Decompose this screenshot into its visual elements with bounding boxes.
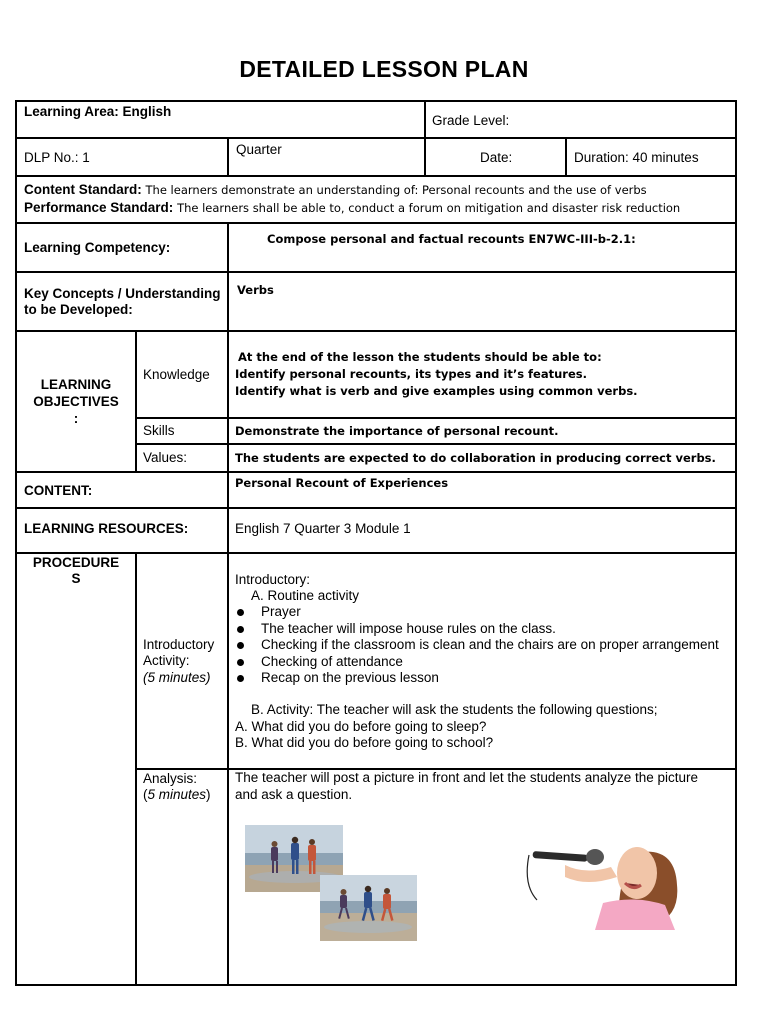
analysis-paren-open: ( [143, 787, 148, 802]
key-concepts-value: Verbs [237, 283, 274, 297]
intro-activity: B. Activity: The teacher will ask the students the following questions; [251, 702, 658, 717]
analysis-label-1: Analysis: [143, 771, 198, 786]
content-standard-text: The learners demonstrate an understanding of: Personal recounts and the use of verbs [145, 183, 647, 197]
knowledge-label: Knowledge [143, 367, 210, 382]
performance-standard-label: Performance Standard: [24, 200, 174, 215]
list-item: Prayer [235, 604, 719, 621]
question-a: A. What did you do before going to sleep? [235, 719, 487, 734]
objectives-label-2: OBJECTIVES [33, 394, 119, 409]
analysis-text-1: The teacher will post a picture in front and let the students analyze the picture [235, 770, 699, 785]
values-value: The students are expected to do collaboration in producing correct verbs. [235, 451, 716, 465]
values-label: Values: [143, 450, 188, 465]
key-concepts-label-2: to be Developed: [24, 302, 133, 317]
intro-label-1: Introductory [143, 637, 215, 652]
intro-label-2: Activity: [143, 653, 190, 668]
intro-label-3: (5 minutes) [143, 670, 211, 685]
analysis-label-2 [143, 787, 211, 804]
knowledge-line-2: Identify personal recounts, its types and it’s features. [235, 367, 587, 381]
competency-label: Learning Competency: [24, 240, 171, 255]
skills-value: Demonstrate the importance of personal recount. [235, 424, 559, 438]
skills-label: Skills [143, 423, 175, 438]
content-standard-label: Content Standard: [24, 182, 142, 197]
key-concepts-label-1: Key Concepts / Understanding [24, 286, 221, 301]
grade-level: Grade Level: [432, 113, 510, 128]
competency-value: Compose personal and factual recounts EN7WC-III-b-2.1: [267, 232, 636, 246]
content-value: Personal Recount of Experiences [235, 476, 449, 490]
intro-routine: A. Routine activity [251, 588, 360, 603]
content-standard [24, 182, 647, 199]
performance-standard [24, 200, 680, 217]
learning-area: Learning Area: English [24, 104, 172, 119]
procedures-label-1: PROCEDURE [32, 555, 120, 570]
knowledge-line-1: At the end of the lesson the students should be able to: [238, 350, 602, 364]
dlp-number: DLP No.: 1 [24, 150, 90, 165]
list-item: The teacher will impose house rules on the class. [235, 621, 719, 638]
list-item: Checking of attendance [235, 654, 719, 671]
question-b: B. What did you do before going to school? [235, 735, 494, 750]
date: Date: [480, 150, 513, 165]
page-title: DETAILED LESSON PLAN [239, 56, 529, 82]
procedures-label-2: S [71, 571, 81, 586]
singing-girl-photo [525, 825, 685, 930]
intro-heading: Introductory: [235, 572, 311, 587]
knowledge-line-3: Identify what is verb and give examples using common verbs. [235, 384, 638, 398]
objectives-label-1: LEARNING [40, 377, 112, 392]
quarter: Quarter [236, 142, 282, 157]
objectives-label-3: : [73, 411, 79, 426]
duration: Duration: 40 minutes [574, 150, 699, 165]
performance-standard-text: The learners shall be able to, conduct a forum on mitigation and disaster risk reduction [177, 201, 681, 215]
content-label: CONTENT: [24, 483, 93, 498]
analysis-paren-close: ) [206, 787, 211, 802]
resources-label: LEARNING RESOURCES: [24, 521, 189, 536]
list-item: Recap on the previous lesson [235, 670, 719, 687]
analysis-duration: 5 minutes [147, 787, 207, 802]
beach-photo-2 [320, 875, 417, 941]
analysis-text-2: and ask a question. [235, 787, 353, 802]
resources-value: English 7 Quarter 3 Module 1 [235, 521, 411, 536]
list-item: Checking if the classroom is clean and the chairs are on proper arrangement [235, 637, 719, 654]
intro-bullet-list [235, 604, 719, 687]
